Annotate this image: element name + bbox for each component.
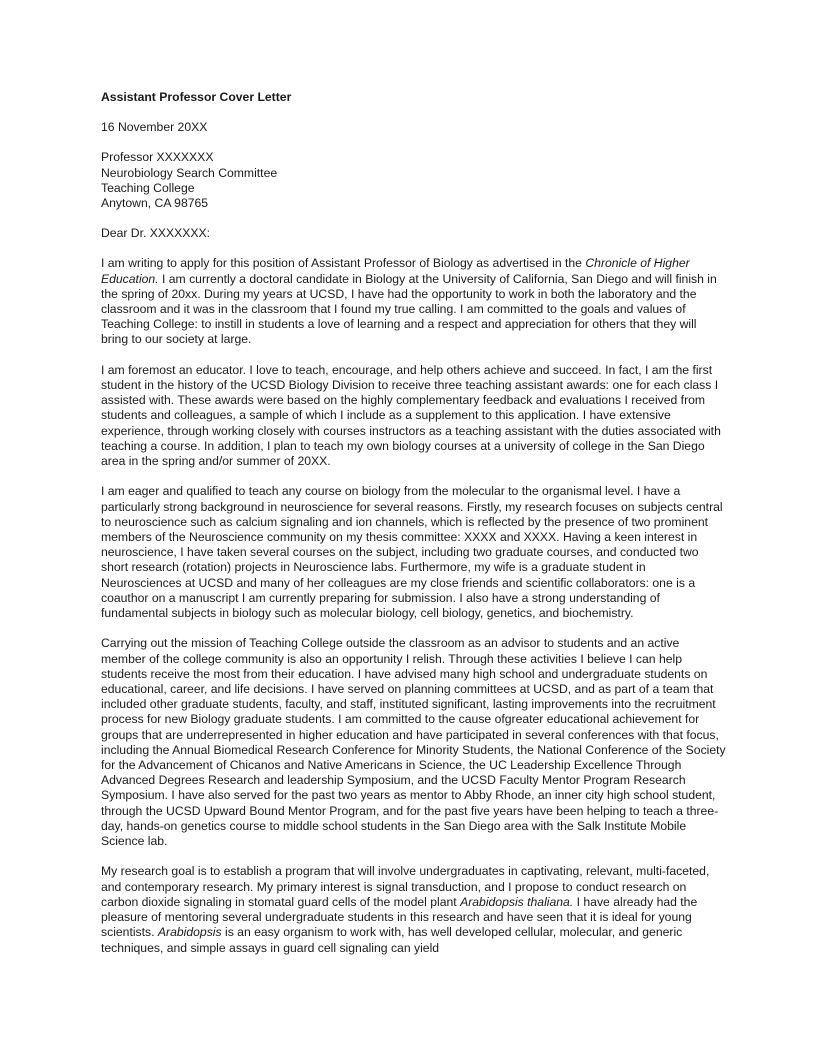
paragraph-text: My research goal is to establish a program that will involve undergraduates in captivating, relevant, multi-faceted, and contemporary research. My primary interest is signal transduction, and I propose to conduct research on carbon dioxide signaling in stomatal guard cells of the model plant bbox=[101, 864, 710, 909]
paragraph-text: I am writing to apply for this position of Assistant Professor of Biology as advertised in the bbox=[101, 256, 586, 271]
publication-title: Chronicle of Higher Education. bbox=[101, 256, 690, 286]
paragraph-intro bbox=[101, 256, 726, 347]
paragraph-mission: Carrying out the mission of Teaching College outside the classroom as an advisor to students and an active member of the college community is also an opportunity I relish. Through these activities I believe I can help students receive the most from their education. I have advised many high school and undergraduate students on educational, career, and life decisions. I have served on planning committees at UCSD, and as part of a team that included other graduate students, faculty, and staff, instituted significant, lasting improvements into the recruitment process for new Biology graduate students. I am committed to the cause ofgreater educational achievement for groups that are underrepresented in higher education and have participated in several conferences with that focus, including the Annual Biomedical Research Conference for Minority Students, the National Conference of the Society for the Advancement of Chicanos and Native Americans in Science, the UC Leadership Excellence Through Advanced Degrees Research and leadership Symposium, and the UCSD Faculty Mentor Program Research Symposium. I have also served for the past two years as mentor to Abby Rhode, an inner city high school student, through the UCSD Upward Bound Mentor Program, and for the past five years have been helping to teach a three-day, hands-on genetics course to middle school students in the San Diego area with the Salk Institute Mobile Science lab. bbox=[101, 636, 726, 849]
paragraph-text: I am currently a doctoral candidate in Biology at the University of California, San Diego and will finish in the spring of 20xx. During my years at UCSD, I have had the opportunity to work in both the laboratory and the classroom and it was in the classroom that I found my true calling. I am committed to the goals and values of Teaching College: to instill in students a love of learning and a respect and appreciation for others that they will bring to our society at large. bbox=[101, 271, 717, 347]
recipient-college: Teaching College bbox=[101, 180, 195, 195]
paragraph-text: is an easy organism to work with, has well developed cellular, molecular, and generic techniques, and simple assays in guard cell signaling can yield bbox=[101, 925, 683, 955]
recipient-name: Professor XXXXXXX bbox=[101, 150, 214, 165]
paragraph-educator: I am foremost an educator. I love to teach, encourage, and help others achieve and succeed. In fact, I am the first student in the history of the UCSD Biology Division to receive three teaching assistant awards: one for each class I assisted with. These awards were based on the highly complementary feedback and evaluations I received from students and colleagues, a sample of which I include as a supplement to this application. I have extensive experience, through working closely with courses instructors as a teaching assistant with the duties associated with teaching a course. In addition, I plan to teach my own biology courses at a university of college in the San Diego area in the spring and/or summer of 20XX. bbox=[101, 362, 721, 469]
letter-date: 16 November 20XX bbox=[101, 120, 208, 135]
recipient-city: Anytown, CA 98765 bbox=[101, 196, 209, 211]
salutation: Dear Dr. XXXXXXX: bbox=[101, 226, 211, 241]
paragraph-text: I have already had the pleasure of mentoring several undergraduate students in this research and have seen that it is ideal for young scientists. bbox=[101, 894, 698, 940]
letter-page bbox=[101, 90, 726, 971]
paragraph-qualifications: I am eager and qualified to teach any course on biology from the molecular to the organismal level. I have a particularly strong background in neuroscience for several reasons. Firstly, my research focuses on subjects central to neuroscience such as calcium signaling and ion channels, which is reflected by the presence of two prominent members of the Neuroscience community on my thesis committee: XXXX and XXXX. Having a keen interest in neuroscience, I have taken several courses on the subject, including two graduate courses, and conducted two short research (rotation) projects in Neuroscience labs. Furthermore, my wife is a graduate student in Neurosciences at UCSD and many of her colleagues are my close friends and scientific collaborators: one is a coauthor on a manuscript I am currently preparing for submission. I also have a strong understanding of fundamental subjects in biology such as molecular biology, cell biology, genetics, and biochemistry. bbox=[101, 484, 723, 621]
genus-name: Arabidopsis bbox=[157, 925, 222, 940]
paragraph-research bbox=[101, 864, 726, 955]
letter-title: Assistant Professor Cover Letter bbox=[101, 90, 292, 104]
recipient-address bbox=[101, 150, 726, 211]
recipient-committee: Neurobiology Search Committee bbox=[101, 165, 278, 180]
species-name: Arabidopsis thaliana. bbox=[460, 894, 574, 909]
